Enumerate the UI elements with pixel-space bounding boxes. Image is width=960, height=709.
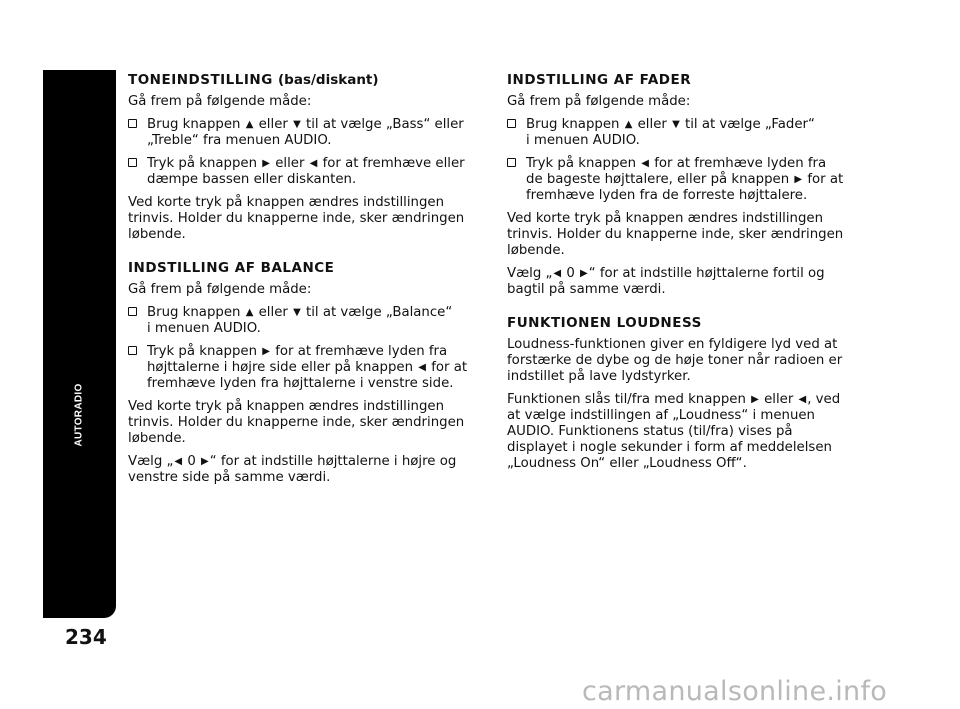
text: højttalerne i højre side eller på knappen bbox=[147, 360, 414, 375]
checkbox-bullet-icon bbox=[128, 346, 137, 355]
arrow-right-icon: ▶ bbox=[794, 174, 803, 185]
fader-note: Ved korte tryk på knappen ændres indstillingen trinvis. Holder du knapperne inde, sker ændringen løbende. bbox=[507, 211, 844, 258]
arrow-down-icon: ▼ bbox=[293, 307, 301, 318]
text: eller bbox=[258, 305, 288, 320]
text: fremhæve lyden fra højttalerne i venstre side. bbox=[147, 376, 454, 391]
text: dæmpe bassen eller diskanten. bbox=[147, 172, 357, 187]
arrow-left-icon: ◀ bbox=[309, 158, 318, 169]
tone-heading bbox=[128, 72, 478, 88]
text: Tryk på knappen bbox=[526, 156, 637, 171]
arrow-left-icon: ◀ bbox=[418, 362, 426, 373]
loudness-p1: Loudness-funktionen giver en fyldigere lyd ved at forstærke de dybe og de høje toner når radioen er indstillet på lave lydstyrker. bbox=[507, 337, 843, 384]
text: for at fremhæve eller bbox=[322, 156, 465, 171]
checkbox-bullet-icon bbox=[507, 119, 516, 128]
tone-heading-title: TONEINDSTILLING bbox=[128, 72, 273, 88]
text: til at vælge „Bass“ eller bbox=[306, 117, 464, 132]
text: for at fremhæve lyden fra bbox=[275, 344, 448, 359]
section-label: AUTORADIO bbox=[73, 383, 85, 447]
tone-bullet-1 bbox=[128, 117, 478, 149]
text: “ for at indstille højttalerne i højre og venstre side på samme værdi. bbox=[128, 454, 457, 485]
arrow-down-icon: ▼ bbox=[672, 119, 680, 130]
arrow-left-icon: ◀ bbox=[553, 268, 562, 279]
arrow-up-icon: ▲ bbox=[245, 307, 254, 318]
checkbox-bullet-icon bbox=[128, 119, 137, 128]
text: for at bbox=[807, 172, 844, 187]
text: Tryk på knappen bbox=[147, 344, 258, 359]
text: for at fremhæve lyden fra bbox=[654, 156, 827, 171]
arrow-down-icon: ▼ bbox=[293, 119, 301, 130]
fader-bullet-1 bbox=[507, 117, 857, 149]
tone-bullet-2 bbox=[128, 156, 478, 188]
tone-intro: Gå frem på følgende måde: bbox=[128, 94, 312, 109]
text: i menuen AUDIO. bbox=[147, 321, 261, 336]
loudness-p2 bbox=[507, 392, 857, 472]
text: “ for at indstille højttalerne fortil og bagtil på samme værdi. bbox=[507, 266, 825, 297]
text: i menuen AUDIO. bbox=[526, 133, 640, 148]
text: eller bbox=[764, 392, 794, 407]
text: Brug knappen bbox=[526, 117, 620, 132]
arrow-up-icon: ▲ bbox=[624, 119, 633, 130]
checkbox-bullet-icon bbox=[128, 307, 137, 316]
text: eller bbox=[637, 117, 667, 132]
text: de bageste højttalere, eller på knappen bbox=[526, 172, 790, 187]
page-number: 234 bbox=[65, 625, 107, 649]
watermark: carmanualsonline.info bbox=[582, 676, 888, 707]
text: Brug knappen bbox=[147, 117, 241, 132]
checkbox-bullet-icon bbox=[507, 158, 516, 167]
arrow-right-icon: ▶ bbox=[751, 394, 759, 405]
text: for at bbox=[431, 360, 468, 375]
balance-final bbox=[128, 454, 478, 486]
arrow-left-icon: ◀ bbox=[174, 456, 183, 467]
checkbox-bullet-icon bbox=[128, 158, 137, 167]
balance-bullet-2 bbox=[128, 344, 478, 392]
fader-intro: Gå frem på følgende måde: bbox=[507, 94, 691, 109]
zero-value: 0 bbox=[566, 266, 575, 281]
text: Funktionen slås til/fra med knappen bbox=[507, 392, 746, 407]
zero-value: 0 bbox=[187, 454, 196, 469]
side-section-tab bbox=[43, 70, 116, 618]
text: fremhæve lyden fra de forreste højttalere. bbox=[526, 188, 808, 203]
fader-heading: INDSTILLING AF FADER bbox=[507, 72, 692, 88]
text: Brug knappen bbox=[147, 305, 241, 320]
text: eller bbox=[275, 156, 305, 171]
text: , ved at vælge indstillingen af „Loudness“ i menuen AUDIO. Funktionens status (til/fra) vises på displayet i nogle sekunder i form af meddelelsen „Loudness On“ eller „Loudness Off“. bbox=[507, 392, 841, 471]
balance-intro: Gå frem på følgende måde: bbox=[128, 282, 312, 297]
text: Vælg „ bbox=[128, 454, 174, 469]
text: til at vælge „Balance“ bbox=[306, 305, 453, 320]
text: „Treble“ fra menuen AUDIO. bbox=[147, 133, 332, 148]
left-column bbox=[128, 72, 478, 493]
arrow-right-icon: ▶ bbox=[262, 346, 270, 357]
arrow-left-icon: ◀ bbox=[641, 158, 649, 169]
arrow-right-icon: ▶ bbox=[262, 158, 270, 169]
tone-note: Ved korte tryk på knappen ændres indstillingen trinvis. Holder du knapperne inde, sker ændringen løbende. bbox=[128, 195, 465, 242]
balance-heading: INDSTILLING AF BALANCE bbox=[128, 260, 335, 276]
arrow-up-icon: ▲ bbox=[245, 119, 254, 130]
loudness-heading: FUNKTIONEN LOUDNESS bbox=[507, 315, 702, 331]
balance-note: Ved korte tryk på knappen ændres indstillingen trinvis. Holder du knapperne inde, sker ændringen løbende. bbox=[128, 399, 465, 446]
balance-bullet-1 bbox=[128, 305, 478, 337]
arrow-right-icon: ▶ bbox=[201, 456, 209, 467]
text: Vælg „ bbox=[507, 266, 553, 281]
text: eller bbox=[258, 117, 288, 132]
right-column bbox=[507, 72, 857, 479]
tone-heading-sub: (bas/diskant) bbox=[278, 72, 379, 88]
text: Tryk på knappen bbox=[147, 156, 258, 171]
text: til at vælge „Fader“ bbox=[685, 117, 815, 132]
arrow-right-icon: ▶ bbox=[580, 268, 588, 279]
fader-bullet-2 bbox=[507, 156, 857, 204]
fader-final bbox=[507, 266, 857, 298]
arrow-left-icon: ◀ bbox=[798, 394, 807, 405]
